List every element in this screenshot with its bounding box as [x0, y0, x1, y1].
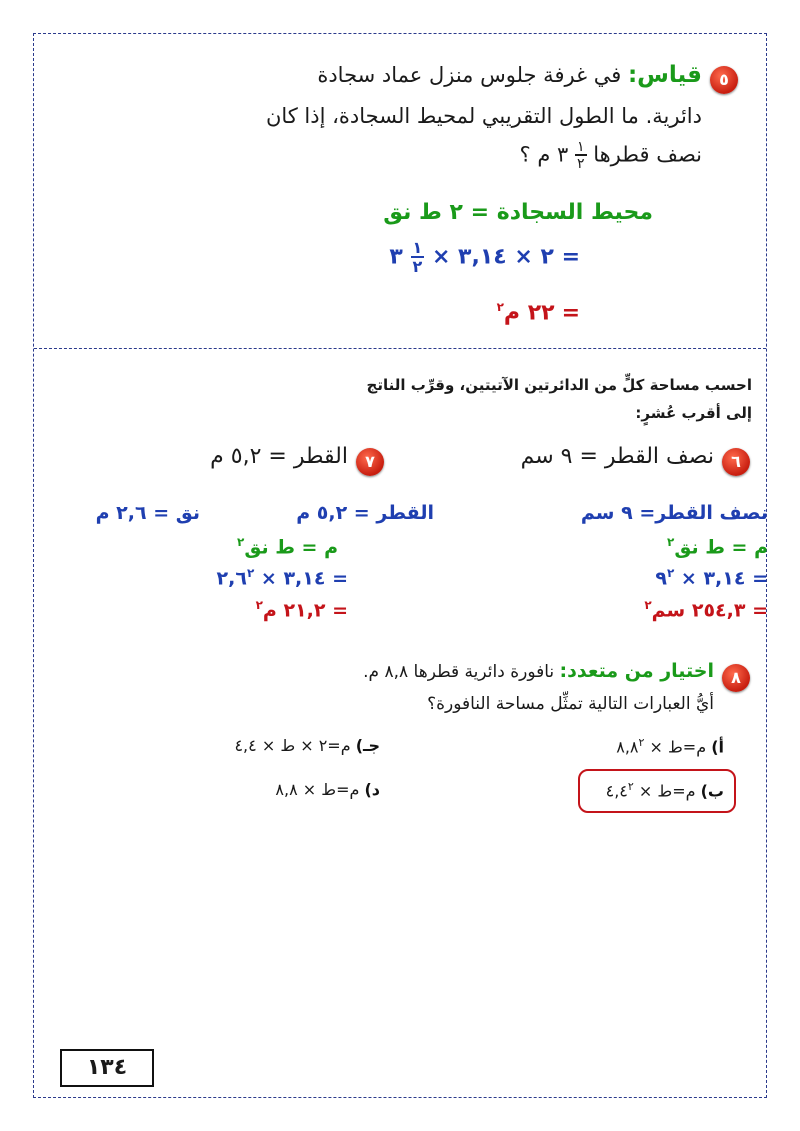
q5-line3-fraction	[575, 140, 587, 171]
q7-formula	[237, 535, 338, 558]
q7-result	[256, 598, 348, 621]
q8-text-line2: أيُّ العبارات التالية تمثِّل مساحة النافورة؟	[427, 694, 714, 714]
q6-result-text: = ٢٥٤,٣ سم	[651, 599, 768, 622]
page-number: ١٣٤	[60, 1049, 154, 1087]
q8-label: اختيار من متعدد:	[559, 660, 714, 682]
q6-result-sup: ٢	[644, 598, 652, 612]
q8-number-badge: ٨	[722, 664, 750, 692]
q5-result-sup: ٢	[496, 300, 504, 314]
q7-result-text: = ٢١,٢ م	[262, 599, 348, 622]
q7-given-radius: نق = ٢,٦ م	[95, 502, 200, 524]
q8-option-a-letter: أ)	[711, 737, 724, 757]
q5-solution-step	[389, 240, 580, 275]
q6-step-text: = ٣,١٤ × ٩	[655, 567, 768, 590]
q5-line1	[317, 62, 702, 88]
q8-option-c-letter: جـ)	[355, 736, 380, 755]
q5-text-line1: في غرفة جلوس منزل عماد سجادة	[317, 63, 622, 87]
q6-formula-sup: ٢	[666, 535, 675, 549]
q8-option-b-sup: ٢	[627, 780, 634, 793]
q5-line3-start: نصف قطرها	[593, 142, 702, 167]
q8-option-c-text: م=٢ × ط × ٤,٤	[234, 736, 351, 755]
q7-step	[217, 566, 348, 589]
q5-step-fraction	[411, 240, 425, 275]
q5-line3-end: م ؟	[519, 142, 551, 167]
section-instruction-line2: إلى أقرب عُشرٍ:	[635, 404, 752, 422]
q7-formula-sup: ٢	[236, 535, 245, 549]
q8-option-a-text: م=ط × ٨,٨	[616, 737, 707, 757]
q6-result	[644, 598, 768, 621]
q5-line3-frac-den: ٢	[576, 156, 585, 172]
q5-step-expr: ٢ × ٣,١٤ ×	[431, 244, 554, 270]
q5-step-whole: ٣	[389, 244, 403, 270]
q5-step-eq: =	[561, 244, 580, 270]
q7-given: القطر = ٥,٢ م	[296, 502, 434, 524]
q5-solution-formula: محيط السجادة = ٢ ط نق	[383, 200, 653, 225]
q5-step-frac-den: ٢	[412, 257, 423, 276]
q5-line3-frac-num: ١	[576, 139, 585, 155]
q8-option-b-letter: ب)	[700, 781, 724, 801]
q6-formula	[667, 535, 768, 558]
section-divider	[34, 348, 766, 349]
q6-text: نصف القطر = ٩ سم	[520, 444, 714, 469]
q5-text-line2: دائرية. ما الطول التقريبي لمحيط السجادة، إذا كان	[265, 104, 702, 128]
q8-option-a[interactable]	[616, 736, 724, 756]
q6-step-sup: ٢	[666, 566, 675, 580]
q8-option-b[interactable]	[606, 780, 724, 800]
q7-step-sup: ٢	[246, 566, 255, 580]
q7-formula-text: م = ط نق	[244, 536, 338, 559]
q6-formula-text: م = ط نق	[674, 536, 768, 559]
q5-step-frac-num: ١	[412, 238, 423, 257]
q8-option-b-text: م=ط × ٤,٤	[605, 781, 696, 801]
q8-option-d[interactable]	[275, 780, 380, 799]
q8-option-d-letter: د)	[364, 780, 380, 799]
q5-text-line3	[520, 140, 703, 171]
q5-number-badge: ٥	[710, 66, 738, 94]
q8-text-line1: نافورة دائرية قطرها ٨,٨ م.	[363, 662, 555, 682]
q5-label: قياس:	[627, 62, 702, 88]
q7-number-badge: ٧	[356, 448, 384, 476]
q8-option-c[interactable]	[234, 736, 380, 755]
q6-number-badge: ٦	[722, 448, 750, 476]
q5-result-eq: =	[561, 300, 580, 326]
q8-option-a-sup: ٢	[638, 736, 645, 749]
q7-text: القطر = ٥,٢ م	[210, 444, 348, 469]
q7-step-text: = ٣,١٤ × ٢,٦	[216, 567, 348, 590]
q8-line1	[363, 660, 714, 682]
q5-result-value: ٢٢ م	[503, 300, 555, 326]
q5-line3-whole: ٣	[557, 142, 569, 167]
q6-given: نصف القطر= ٩ سم	[580, 502, 768, 524]
q7-result-sup: ٢	[255, 598, 263, 612]
q6-step	[655, 566, 768, 589]
q5-solution-result	[497, 300, 580, 325]
section-instruction-line1: احسب مساحة كلٍّ من الدائرتين الآتيتين، وقرِّب الناتج	[366, 376, 752, 394]
q8-option-d-text: م=ط × ٨,٨	[275, 780, 360, 799]
